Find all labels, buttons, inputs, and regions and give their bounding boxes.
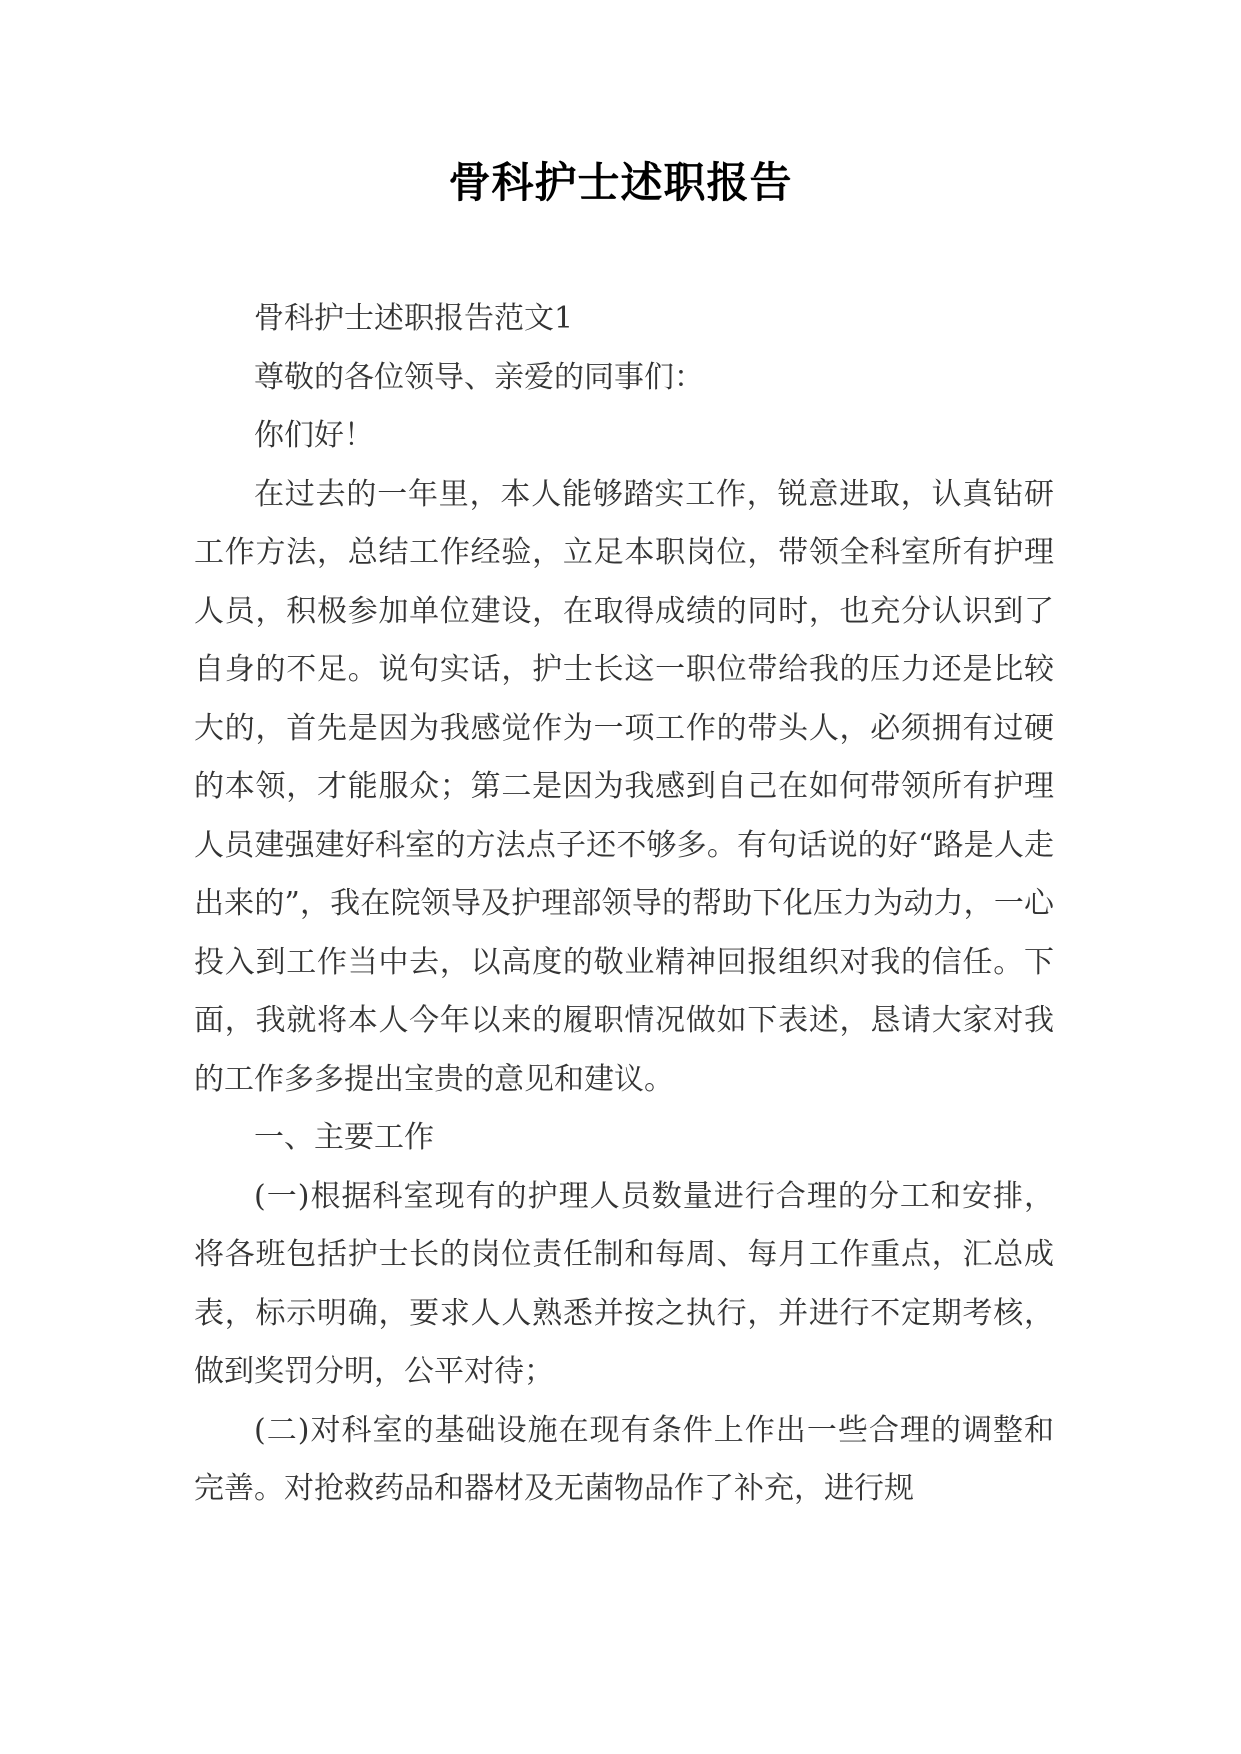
paragraph-section-heading: 一、主要工作 — [254, 1120, 434, 1155]
document-title: 骨科护士述职报告 — [448, 158, 793, 207]
paragraph-item: (二)对科室的基础设施在现有条件上作出一些合理的调整和完善。对抢救药品和器材及无菌物品作了补充，进行规 — [194, 1412, 1054, 1506]
paragraph-item: (一)根据科室现有的护理人员数量进行合理的分工和安排，将各班包括护士长的岗位责任制和每周、每月工作重点，汇总成表，标示明确，要求人人熟悉并按之执行，并进行不定期考核，做到奖罚分明，公平对待； — [194, 1178, 1054, 1389]
paragraph-heading: 骨科护士述职报告范文1 — [254, 301, 574, 336]
document-body — [194, 290, 1054, 1519]
paragraph-body: 在过去的一年里，本人能够踏实工作，锐意进取，认真钻研工作方法，总结工作经验，立足本职岗位，带领全科室所有护理人员，积极参加单位建设，在取得成绩的同时，也充分认识到了自身的不足。说句实话，护士长这一职位带给我的压力还是比较大的，首先是因为我感觉作为一项工作的带头人，必须拥有过硬的本领，才能服众；第二是因为我感到自己在如何带领所有护理人员建强建好科室的方法点子还不够多。有句话说的好“路是人走出来的”，我在院领导及护理部领导的帮助下化压力为动力，一心投入到工作当中去，以高度的敬业精神回报组织对我的信任。下面，我就将本人今年以来的履职情况做如下表述，恳请大家对我的工作多多提出宝贵的意见和建议。 — [194, 476, 1054, 1097]
paragraph-salutation: 尊敬的各位领导、亲爱的同事们： — [254, 359, 704, 395]
paragraph-greeting: 你们好！ — [254, 418, 374, 453]
